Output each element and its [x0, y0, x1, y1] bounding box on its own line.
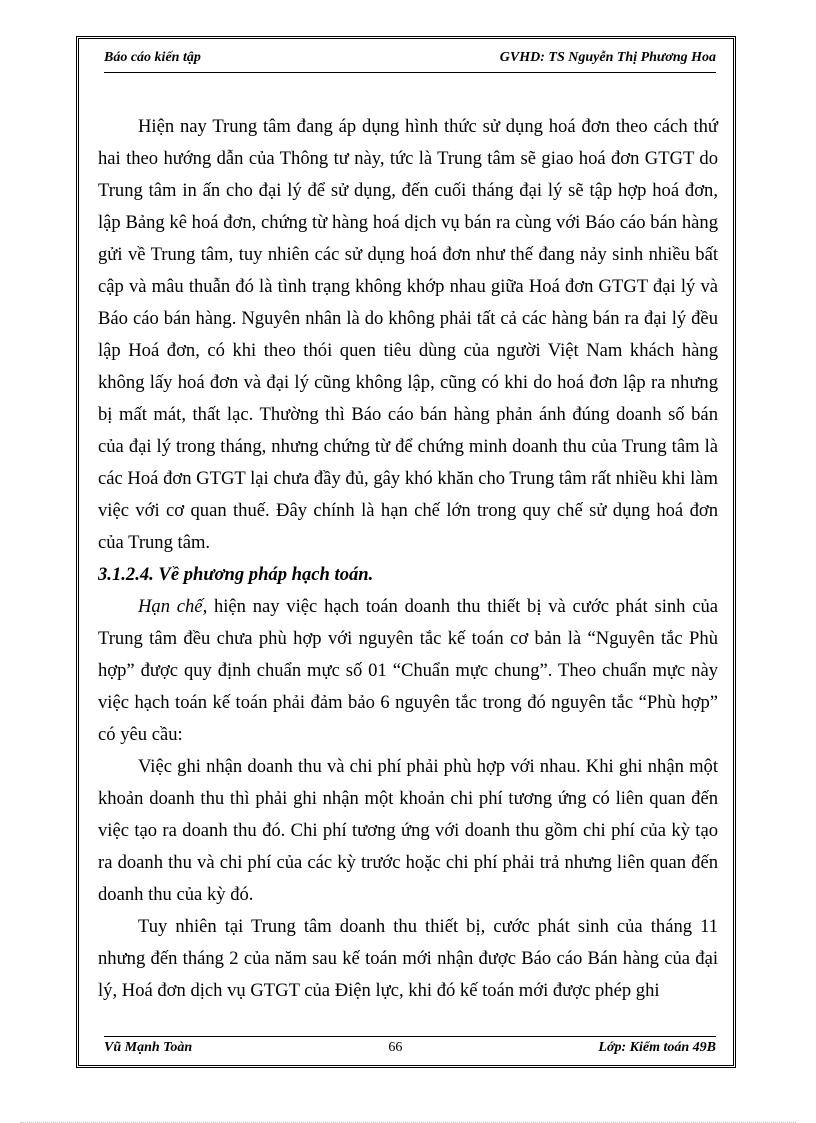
footer-class: Lớp: Kiểm toán 49B: [598, 1040, 716, 1055]
header-supervisor: GVHD: TS Nguyễn Thị Phương Hoa: [499, 50, 716, 65]
paragraph-limitation: [98, 591, 718, 751]
header-report-title: Báo cáo kiến tập: [104, 50, 201, 65]
paragraph-current-practice: Tuy nhiên tại Trung tâm doanh thu thiết bị, cước phát sinh của tháng 11 nhưng đến tháng 2 của năm sau kế toán mới nhận được Báo cáo Bán hàng của đại lý, Hoá đơn dịch vụ GTGT của Điện lực, khi đó kế toán mới được phép ghi: [98, 916, 718, 1001]
page-number: 66: [388, 1040, 403, 1055]
page-header: [104, 50, 716, 66]
limitation-label: Hạn chế,: [138, 596, 208, 617]
paragraph-invoice-usage: Hiện nay Trung tâm đang áp dụng hình thức sử dụng hoá đơn theo cách thứ hai theo hướng dẫn của Thông tư này, tức là Trung tâm sẽ giao hoá đơn GTGT do Trung tâm in ấn cho đại lý để sử dụng, đến cuối tháng đại lý sẽ tập hợp hoá đơn, lập Bảng kê hoá đơn, chứng từ hàng hoá dịch vụ bán ra cùng với Báo cáo bán hàng gửi về Trung tâm, tuy nhiên các sử dụng hoá đơn như thế đang nảy sinh nhiều bất cập và mâu thuẫn đó là tình trạng không khớp nhau giữa Hoá đơn GTGT đại lý và Báo cáo bán hàng. Nguyên nhân là do không phải tất cả các hàng bán ra đại lý đều lập Hoá đơn, có khi theo thói quen tiêu dùng của người Việt Nam khách hàng không lấy hoá đơn và đại lý cũng không lập, cũng có khi do hoá đơn lập ra nhưng bị mất mát, thất lạc. Thường thì Báo cáo bán hàng phản ánh đúng doanh số bán của đại lý trong tháng, nhưng chứng từ để chứng minh doanh thu của Trung tâm là các Hoá đơn GTGT lại chưa đầy đủ, gây khó khăn cho Trung tâm rất nhiều khi làm việc với cơ quan thuế. Đây chính là hạn chế lớn trong quy chế sử dụng hoá đơn của Trung tâm.: [98, 116, 718, 553]
footer-divider: [104, 1036, 716, 1037]
limitation-text: hiện nay việc hạch toán doanh thu thiết bị và cước phát sinh của Trung tâm đều chưa phù hợp với nguyên tắc kế toán cơ bản là “Nguyên tắc Phù hợp” được quy định chuẩn mực số 01 “Chuẩn mực chung”. Theo chuẩn mực này việc hạch toán kế toán phải đảm bảo 6 nguyên tắc trong đó nguyên tắc “Phù hợp” có yêu cầu:: [98, 596, 718, 745]
section-heading: 3.1.2.4. Về phương pháp hạch toán.: [98, 564, 374, 585]
page-footer: [104, 1040, 716, 1056]
footer-author: Vũ Mạnh Toàn: [104, 1040, 193, 1055]
header-divider: [104, 72, 716, 73]
document-body: [98, 111, 718, 1007]
paragraph-matching-principle: Việc ghi nhận doanh thu và chi phí phải phù hợp với nhau. Khi ghi nhận một khoản doanh thu thì phải ghi nhận một khoản chi phí tương ứng có liên quan đến việc tạo ra doanh thu đó. Chi phí tương ứng với doanh thu gồm chi phí của kỳ tạo ra doanh thu và chi phí của các kỳ trước hoặc chi phí phải trả nhưng liên quan đến doanh thu của kỳ đó.: [98, 756, 718, 905]
